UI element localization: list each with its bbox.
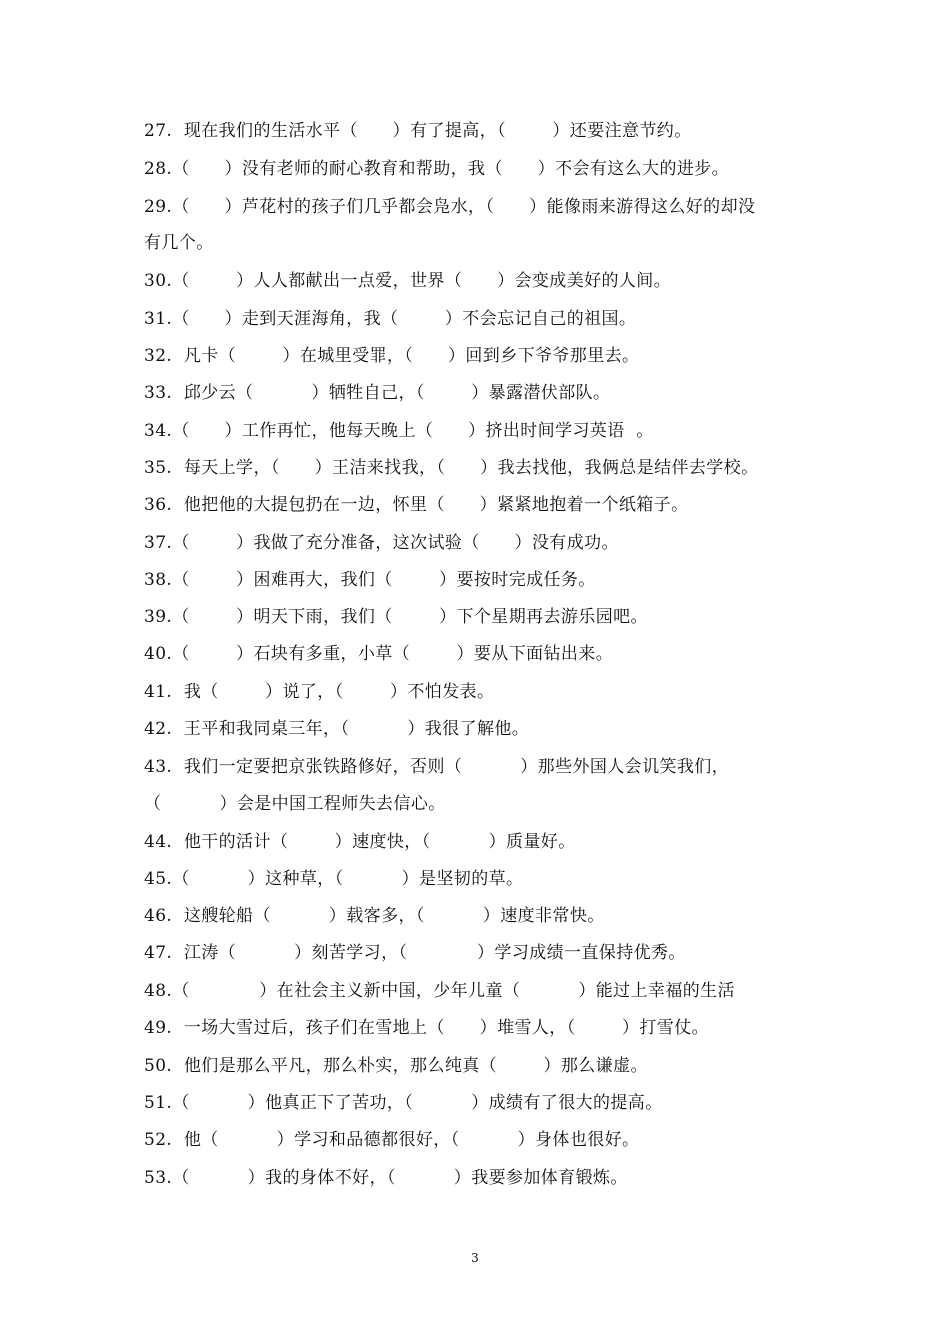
question-line: 36. 他把他的大提包扔在一边，怀里（ ）紧紧地抱着一个纸箱子。 (144, 495, 689, 515)
question-line-continuation: （ ）会是中国工程师失去信心。 (144, 794, 446, 814)
question-line: 28.（ ）没有老师的耐心教育和帮助，我（ ）不会有这么大的进步。 (144, 159, 730, 179)
question-line: 39.（ ）明天下雨，我们（ ）下个星期再去游乐园吧。 (144, 607, 648, 627)
question-line: 51.（ ）他真正下了苦功，（ ）成绩有了很大的提高。 (144, 1093, 663, 1113)
question-line: 52. 他（ ）学习和品德都很好，（ ）身体也很好。 (144, 1130, 640, 1150)
question-line: 47. 江涛（ ）刻苦学习，（ ）学习成绩一直保持优秀。 (144, 943, 686, 963)
question-line: 43. 我们一定要把京张铁路修好，否则（ ）那些外国人会讥笑我们， (144, 757, 730, 777)
question-line: 41. 我（ ）说了，（ ）不怕发表。 (144, 682, 495, 702)
question-line: 44. 他干的活计（ ）速度快，（ ）质量好。 (144, 832, 576, 852)
question-line: 40.（ ）石块有多重，小草（ ）要从下面钻出来。 (144, 644, 614, 664)
question-line: 53.（ ）我的身体不好，（ ）我要参加体育锻炼。 (144, 1168, 628, 1188)
question-line: 38.（ ）困难再大，我们（ ）要按时完成任务。 (144, 570, 596, 590)
question-line: 48.（ ）在社会主义新中国，少年儿童（ ）能过上幸福的生活 (144, 981, 735, 1001)
question-line: 30.（ ）人人都献出一点爱，世界（ ）会变成美好的人间。 (144, 271, 672, 291)
question-line: 45.（ ）这种草，（ ）是坚韧的草。 (144, 869, 524, 889)
question-line: 34.（ ）工作再忙，他每天晚上（ ）挤出时间学习英语 。 (144, 421, 654, 441)
question-line: 42. 王平和我同桌三年，（ ）我很了解他。 (144, 719, 530, 739)
page-number: 3 (471, 1251, 479, 1265)
question-line-continuation: 有几个。 (144, 233, 214, 253)
question-line: 27. 现在我们的生活水平（ ）有了提高，（ ）还要注意节约。 (144, 121, 692, 141)
question-line: 35. 每天上学，（ ）王洁来找我，（ ）我去找他，我俩总是结伴去学校。 (144, 458, 759, 478)
question-line: 37.（ ）我做了充分准备，这次试验（ ）没有成功。 (144, 533, 619, 553)
question-line: 31.（ ）走到天涯海角，我（ ）不会忘记自己的祖国。 (144, 309, 637, 329)
question-line: 49. 一场大雪过后，孩子们在雪地上（ ）堆雪人，（ ）打雪仗。 (144, 1018, 709, 1038)
question-line: 32. 凡卡（ ）在城里受罪，（ ）回到乡下爷爷那里去。 (144, 346, 640, 366)
question-line: 33. 邱少云（ ）牺牲自己，（ ）暴露潜伏部队。 (144, 383, 611, 403)
question-line: 50. 他们是那么平凡，那么朴实，那么纯真（ ）那么谦虚。 (144, 1056, 648, 1076)
question-line: 29.（ ）芦花村的孩子们几乎都会凫水，（ ）能像雨来游得这么好的却没 (144, 197, 756, 217)
question-line: 46. 这艘轮船（ ）载客多，（ ）速度非常快。 (144, 906, 605, 926)
